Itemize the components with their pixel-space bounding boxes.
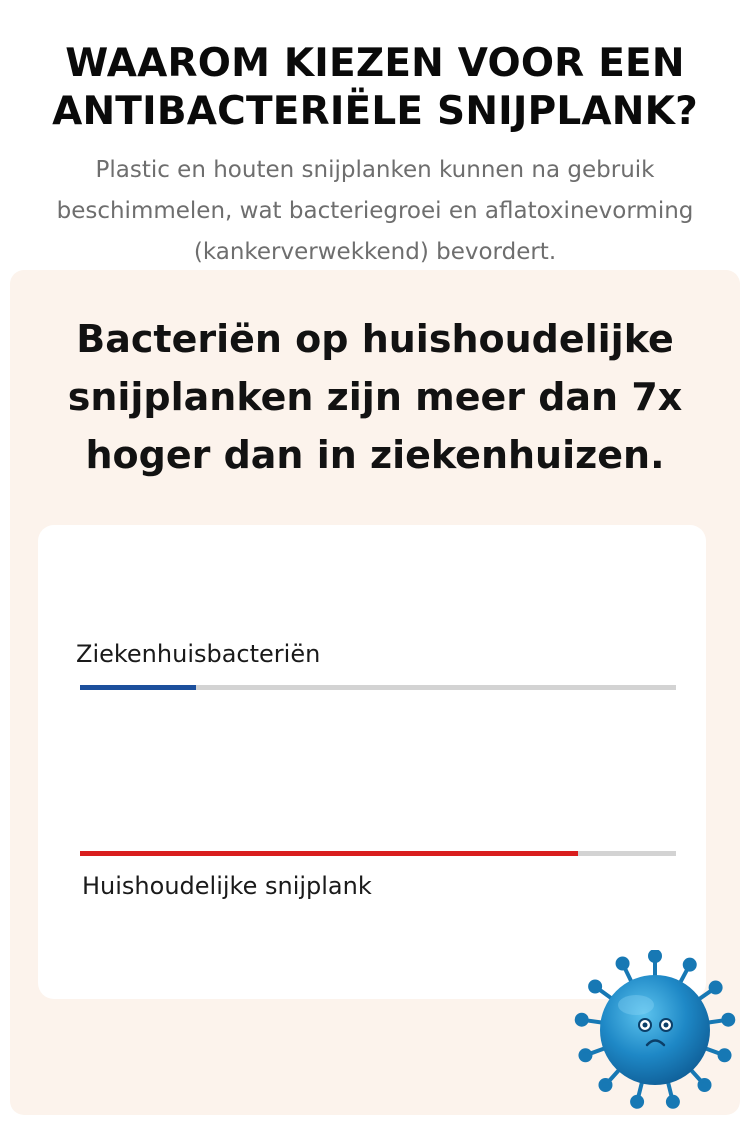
hospital-bar-track: [80, 685, 676, 690]
virus-spike-tip: [700, 1080, 710, 1090]
virus-spike-tip: [685, 960, 695, 970]
header: [0, 0, 750, 270]
household-bar-label: Huishoudelijke snijplank: [82, 872, 372, 900]
claim-heading: Bacteriën op huishoudelijke snijplanken zijn meer dan 7x hoger dan in ziekenhuizen.: [67, 317, 683, 477]
headline: WAAROM KIEZEN VOOR EEN ANTIBACTERIËLE SNIJPLANK?: [52, 41, 698, 134]
virus-spike-tip: [632, 1097, 642, 1107]
household-bar-fill: [80, 851, 578, 856]
hospital-bar-fill: [80, 685, 196, 690]
virus-spike-tip: [723, 1015, 733, 1025]
hospital-bar-label: Ziekenhuisbacteriën: [76, 640, 321, 668]
virus-spike-tip: [720, 1050, 730, 1060]
household-bar-track: [80, 851, 676, 856]
comparison-card: [38, 525, 706, 999]
virus-spike-tip: [580, 1050, 590, 1060]
virus-spike-tip: [711, 983, 721, 993]
virus-spike-tip: [618, 958, 628, 968]
virus-spike-tip: [577, 1015, 587, 1025]
virus-spike-tip: [590, 982, 600, 992]
intro-text: Plastic en houten snijplanken kunnen na gebruik beschimmelen, wat bacteriegroei en aflatoxinevorming (kankerverwekkend) bevordert.: [56, 157, 694, 265]
sad-virus-icon: [558, 950, 748, 1115]
virus-spike-tip: [600, 1080, 610, 1090]
virus-spike-tip: [668, 1097, 678, 1107]
virus-spike-tip: [650, 951, 660, 961]
